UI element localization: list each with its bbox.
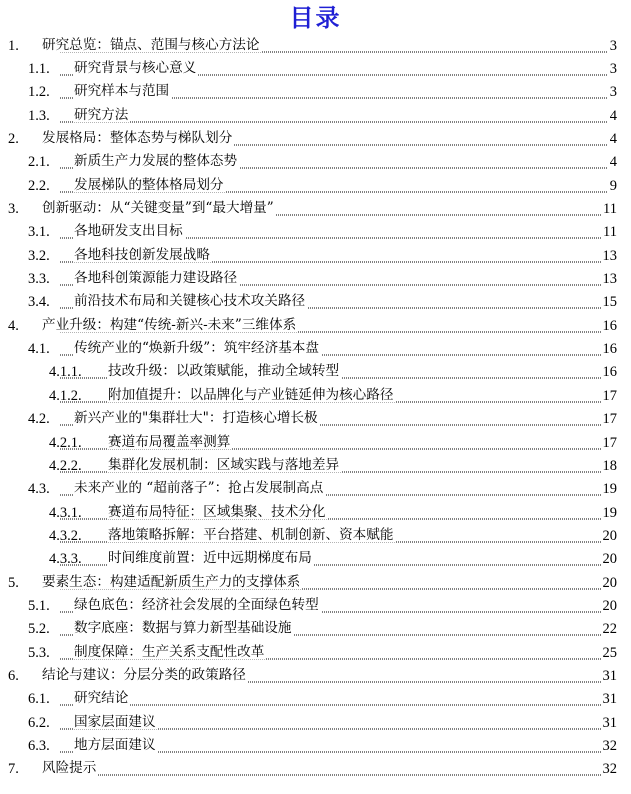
toc-entry-title: 发展格局：整体态势与梯队划分 xyxy=(42,130,233,147)
dot-leader xyxy=(60,705,617,706)
toc-entry-page-number: 22 xyxy=(602,621,617,638)
toc-entry-title: 技改升级：以政策赋能，推动全域转型 xyxy=(108,363,340,380)
toc-entry-page-number: 4 xyxy=(609,154,617,171)
toc-entry[interactable] xyxy=(0,524,631,547)
toc-entry-page-number: 17 xyxy=(602,387,617,404)
toc-entry-number: 6. xyxy=(8,667,19,684)
toc-entry-title: 各地科技创新发展战略 xyxy=(74,246,210,263)
toc-entry-page-number: 19 xyxy=(602,480,617,497)
toc-entry[interactable] xyxy=(0,408,631,431)
toc-entry-title: 前沿技术布局和关键核心技术攻关路径 xyxy=(74,293,306,310)
toc-entry-page-number: 4 xyxy=(609,130,617,147)
toc-entry-page-number: 32 xyxy=(602,761,617,778)
toc-entry-number: 4.3.3. xyxy=(49,550,82,567)
toc-entry[interactable] xyxy=(0,664,631,687)
toc-entry-number: 3.2. xyxy=(28,247,50,264)
dot-leader xyxy=(60,775,617,776)
toc-entry-page-number: 31 xyxy=(602,667,617,684)
toc-entry-title: 结论与建议：分层分类的政策路径 xyxy=(42,667,246,684)
toc-entry-number: 6.1. xyxy=(28,691,50,708)
toc-entry-page-number: 16 xyxy=(602,317,617,334)
toc-entry-page-number: 20 xyxy=(602,527,617,544)
toc-entry-title: 赛道布局覆盖率测算 xyxy=(108,433,231,450)
toc-entry[interactable] xyxy=(0,174,631,197)
toc-entry-number: 3.3. xyxy=(28,270,50,287)
toc-entry-page-number: 11 xyxy=(603,200,617,217)
toc-entry-title: 各地科创策源能力建设路径 xyxy=(74,270,238,287)
toc-entry-number: 1.3. xyxy=(28,107,50,124)
toc-entry[interactable] xyxy=(0,571,631,594)
toc-entry-number: 4.3.1. xyxy=(49,504,82,521)
toc-entry[interactable] xyxy=(0,361,631,384)
toc-entry[interactable] xyxy=(0,151,631,174)
toc-entry-page-number: 13 xyxy=(602,247,617,264)
toc-entry-number: 3. xyxy=(8,200,19,217)
toc-entry-page-number: 31 xyxy=(602,714,617,731)
toc-entry-title: 地方层面建议 xyxy=(74,737,156,754)
toc-entry-title: 集群化发展机制：区域实践与落地差异 xyxy=(108,457,340,474)
toc-entry-title: 各地研发支出目标 xyxy=(74,223,183,240)
toc-entry-title: 产业升级：构建“传统-新兴-未来”三维体系 xyxy=(42,317,297,333)
toc-entry-page-number: 3 xyxy=(609,37,617,54)
toc-entry-title: 新质生产力发展的整体态势 xyxy=(74,153,238,170)
toc-entry-number: 1. xyxy=(8,37,19,54)
toc-entry-number: 4.2. xyxy=(28,410,50,427)
toc-entry-title: 要素生态：构建适配新质生产力的支撑体系 xyxy=(42,573,301,590)
toc-entry-page-number: 20 xyxy=(602,574,617,591)
toc-entry[interactable] xyxy=(0,758,631,781)
toc-entry-number: 4.1.1. xyxy=(49,364,82,381)
toc-entry-page-number: 15 xyxy=(602,294,617,311)
toc-entry-number: 5.1. xyxy=(28,597,50,614)
toc-entry[interactable] xyxy=(0,314,631,337)
toc-entry-title: 绿色底色：经济社会发展的全面绿色转型 xyxy=(74,597,319,614)
toc-entry[interactable] xyxy=(0,594,631,617)
toc-entry-page-number: 17 xyxy=(602,410,617,427)
toc-entry[interactable] xyxy=(0,104,631,127)
toc-entry[interactable] xyxy=(0,688,631,711)
toc-entry-number: 3.1. xyxy=(28,224,50,241)
toc-entry-title: 发展梯队的整体格局划分 xyxy=(74,176,224,193)
toc-entry-page-number: 20 xyxy=(602,550,617,567)
toc-entry-page-number: 18 xyxy=(602,457,617,474)
toc-entry-title: 传统产业的“焕新升级”：筑牢经济基本盘 xyxy=(74,340,319,357)
toc-entry-number: 1.1. xyxy=(28,60,50,77)
toc-entry-title: 制度保障：生产关系支配性改革 xyxy=(74,643,265,660)
toc-entry-title: 国家层面建议 xyxy=(74,713,156,730)
toc-entry-number: 6.2. xyxy=(28,714,50,731)
toc-entry[interactable] xyxy=(0,34,631,57)
toc-entry-title: 创新驱动：从“关键变量”到“最大增量” xyxy=(42,200,274,217)
page-title: 目录 xyxy=(289,4,342,32)
toc-entry-title: 研究样本与范围 xyxy=(74,83,170,100)
toc-entry[interactable] xyxy=(0,641,631,664)
toc-entry-number: 4. xyxy=(8,317,19,334)
toc-entry-page-number: 3 xyxy=(609,60,617,77)
toc-entry-number: 4.3.2. xyxy=(49,527,82,544)
toc-entry-page-number: 19 xyxy=(602,504,617,521)
toc-entry-page-number: 4 xyxy=(609,107,617,124)
toc-entry-title: 风险提示 xyxy=(42,760,97,777)
toc-entry[interactable] xyxy=(0,454,631,477)
toc-entry-number: 2.1. xyxy=(28,154,50,171)
toc-entry-page-number: 20 xyxy=(602,597,617,614)
toc-entry[interactable] xyxy=(0,501,631,524)
toc-entry-title: 新兴产业的"集群壮大"：打造核心增长极 xyxy=(74,410,318,427)
toc-entry[interactable] xyxy=(0,478,631,501)
toc-entry-title: 数字底座：数据与算力新型基础设施 xyxy=(74,620,292,637)
toc-entry-page-number: 16 xyxy=(602,364,617,381)
toc-entry-title: 落地策略拆解：平台搭建、机制创新、资本赋能 xyxy=(108,527,394,544)
toc-entry-title: 附加值提升：以品牌化与产业链延伸为核心路径 xyxy=(108,387,394,404)
toc-entry[interactable] xyxy=(0,431,631,454)
toc-entry[interactable] xyxy=(0,197,631,220)
toc-entry[interactable] xyxy=(0,291,631,314)
toc-entry-page-number: 11 xyxy=(603,224,617,241)
toc-entry-title: 研究总览：锚点、范围与核心方法论 xyxy=(42,36,260,53)
toc-entry-title: 赛道布局特征：区域集聚、技术分化 xyxy=(108,503,326,520)
toc-entry-number: 4.2.2. xyxy=(49,457,82,474)
toc-entry-page-number: 31 xyxy=(602,691,617,708)
toc-entry[interactable] xyxy=(0,244,631,267)
toc-entry-title: 研究方法 xyxy=(74,106,129,123)
toc-entry-number: 1.2. xyxy=(28,84,50,101)
toc-entry[interactable] xyxy=(0,127,631,150)
toc-entry[interactable] xyxy=(0,337,631,360)
toc-entry-number: 5.2. xyxy=(28,621,50,638)
toc-entry-number: 4.2.1. xyxy=(49,434,82,451)
toc-entry-number: 4.1. xyxy=(28,340,50,357)
toc-entry-title: 未来产业的 “超前落子”：抢占发展制高点 xyxy=(74,480,324,497)
table-of-contents xyxy=(0,34,631,781)
toc-entry[interactable] xyxy=(0,618,631,641)
toc-entry-page-number: 32 xyxy=(602,737,617,754)
toc-entry-number: 3.4. xyxy=(28,294,50,311)
toc-entry[interactable] xyxy=(0,81,631,104)
toc-entry[interactable] xyxy=(0,548,631,571)
toc-entry[interactable] xyxy=(0,384,631,407)
toc-entry[interactable] xyxy=(0,734,631,757)
toc-entry-title: 研究背景与核心意义 xyxy=(74,60,197,77)
toc-entry-title: 研究结论 xyxy=(74,690,129,707)
toc-entry-page-number: 16 xyxy=(602,340,617,357)
toc-entry-number: 7. xyxy=(8,761,19,778)
toc-entry-page-number: 9 xyxy=(609,177,617,194)
toc-entry-page-number: 13 xyxy=(602,270,617,287)
toc-entry[interactable] xyxy=(0,221,631,244)
toc-entry-number: 4.1.2. xyxy=(49,387,82,404)
toc-entry[interactable] xyxy=(0,267,631,290)
toc-entry-page-number: 3 xyxy=(609,84,617,101)
toc-entry-number: 2.2. xyxy=(28,177,50,194)
toc-entry-number: 4.3. xyxy=(28,480,50,497)
toc-entry-title: 时间维度前置：近中远期梯度布局 xyxy=(108,550,312,567)
toc-entry[interactable] xyxy=(0,711,631,734)
toc-entry-page-number: 25 xyxy=(602,644,617,661)
toc-entry-number: 6.3. xyxy=(28,737,50,754)
toc-entry-number: 5. xyxy=(8,574,19,591)
dot-leader xyxy=(60,121,617,122)
toc-entry-page-number: 17 xyxy=(602,434,617,451)
toc-entry-number: 5.3. xyxy=(28,644,50,661)
toc-entry[interactable] xyxy=(0,57,631,80)
toc-entry-number: 2. xyxy=(8,130,19,147)
